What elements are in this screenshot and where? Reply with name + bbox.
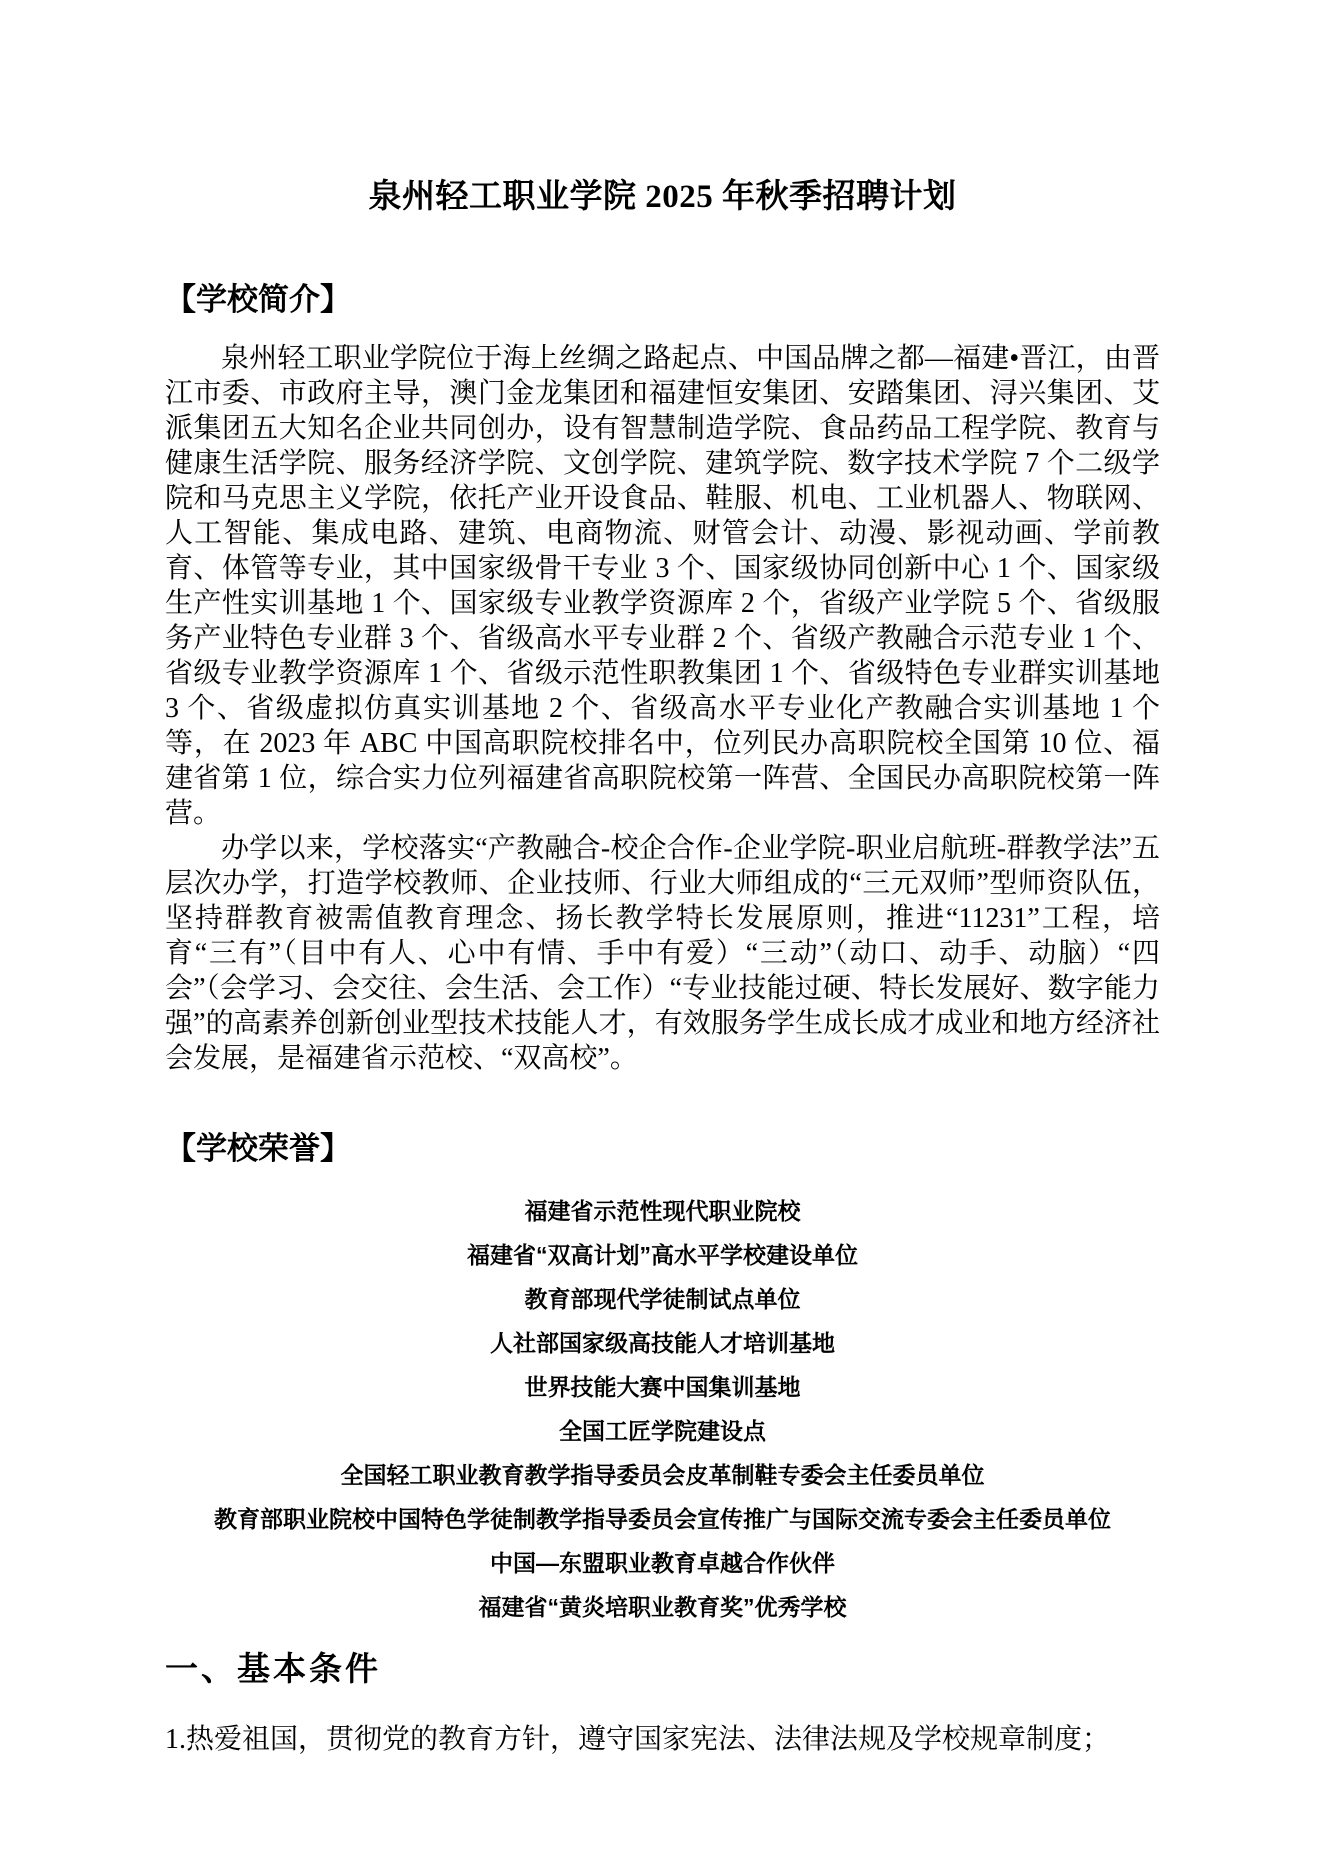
document-title: 泉州轻工职业学院 2025 年秋季招聘计划 [368, 179, 957, 215]
honor-item: 福建省示范性现代职业院校 [524, 1198, 801, 1224]
honor-item: 世界技能大赛中国集训基地 [524, 1374, 801, 1400]
section-header-school-honors: 【学校荣誉】 [165, 1131, 351, 1166]
honor-item: 福建省“黄炎培职业教育奖”优秀学校 [478, 1594, 847, 1620]
section-header-school-intro: 【学校简介】 [165, 282, 351, 317]
honor-item: 全国工匠学院建设点 [559, 1418, 766, 1444]
honor-item: 中国—东盟职业教育卓越合作伙伴 [490, 1550, 835, 1576]
honor-item: 人社部国家级高技能人才培训基地 [490, 1330, 835, 1356]
intro-paragraph-2: 办学以来，学校落实“产教融合-校企合作-企业学院-职业启航班-群教学法”五层次办学，打造学校教师、企业技师、行业大师组成的“三元双师”型师资队伍，坚持群教育被需值教育理念、扬长教学特长发展原则，推进“11231”工程，培育“三有”（目中有人、心中有情、手中有爱）“三动”（动口、动手、动脑）“四会”（会学习、会交往、会生活、会工作）“专业技能过硬、特长发展好、数字能力强”的高素养创新创业型技术技能人才，有效服务学生成长成才成业和地方经济社会发展，是福建省示范校、“双高校”。 [165, 833, 1160, 1074]
section-header-basic-conditions: 一、基本条件 [165, 1652, 381, 1688]
honor-item: 福建省“双高计划”高水平学校建设单位 [467, 1242, 858, 1268]
intro-paragraph-1: 泉州轻工职业学院位于海上丝绸之路起点、中国品牌之都—福建•晋江，由晋江市委、市政府主导，澳门金龙集团和福建恒安集团、安踏集团、浔兴集团、艾派集团五大知名企业共同创办，设有智慧制造学院、食品药品工程学院、教育与健康生活学院、服务经济学院、文创学院、建筑学院、数字技术学院 7 个二级学院和马克思主义学院，依托产业开设食品、鞋服、机电、工业机器人、物联网、人工智能、集成电路、建筑、电商物流、财管会计、动漫、影视动画、学前教育、体管等专业，其中国家级骨干专业 3 个、国家级协同创新中心 1 个、国家级生产性实训基地 1 个、国家级专业教学资源库 2 个，省级产业学院 5 个、省级服务产业特色专业群 3 个、省级高水平专业群 2 个、省级产教融合示范专业 1 个、省级专业教学资源库 1 个、省级示范性职教集团 1 个、省级特色专业群实训基地 3 个、省级虚拟仿真实训基地 2 个、省级高水平专业化产教融合实训基地 1 个等，在 2023 年 ABC 中国高职院校排名中，位列民办高职院校全国第 10 位、福建省第 1 位，综合实力位列福建省高职院校第一阵营、全国民办高职院校第一阵营。 [165, 343, 1160, 829]
honor-item: 全国轻工职业教育教学指导委员会皮革制鞋专委会主任委员单位 [340, 1462, 985, 1488]
condition-item-1: 1.热爱祖国，贯彻党的教育方针，遵守国家宪法、法律法规及学校规章制度； [165, 1724, 1111, 1755]
honors-list [165, 1196, 1160, 1622]
honor-item: 教育部职业院校中国特色学徒制教学指导委员会宣传推广与国际交流专委会主任委员单位 [214, 1506, 1111, 1532]
honor-item: 教育部现代学徒制试点单位 [524, 1286, 801, 1312]
